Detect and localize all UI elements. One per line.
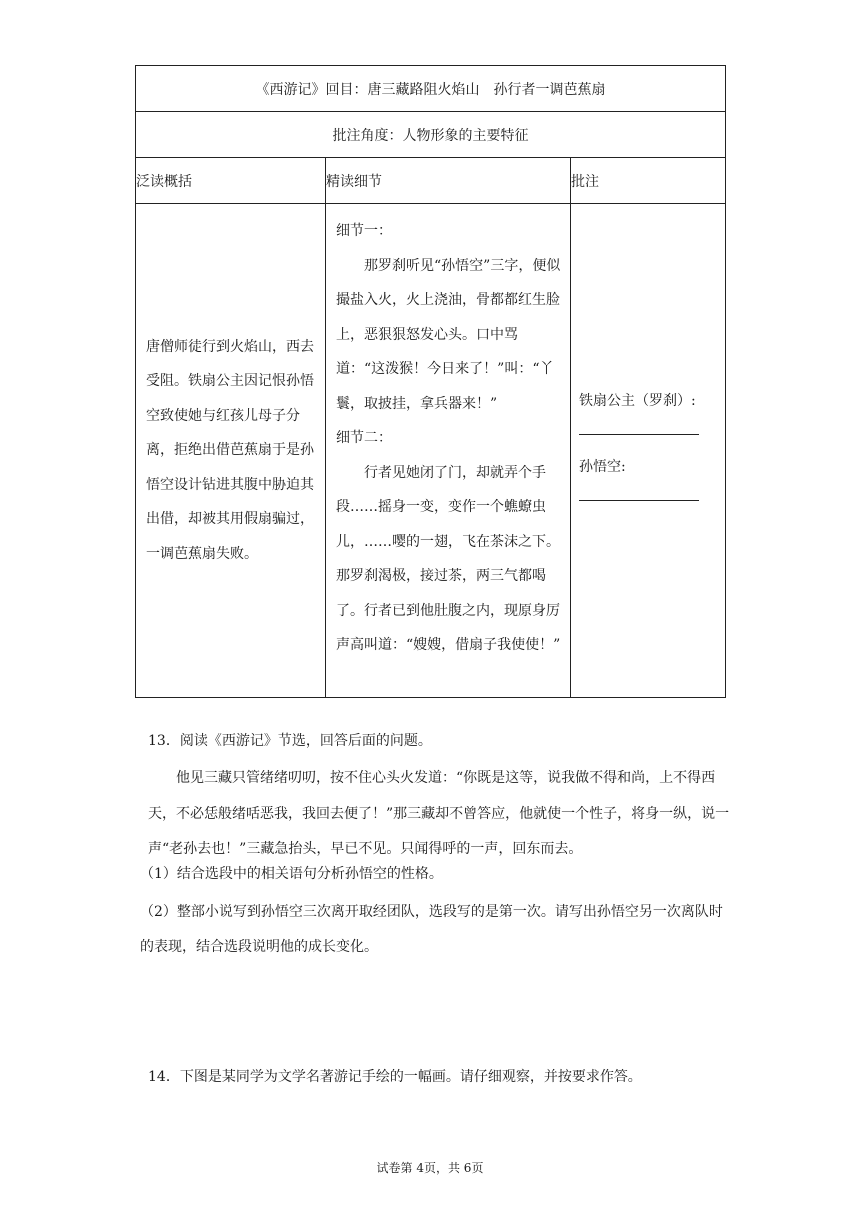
question-14-title: 14．下图是某同学为文学名著游记手绘的一幅画。请仔细观察，并按要求作答。 <box>148 1069 642 1085</box>
detail1-label: 细节一： <box>336 223 392 239</box>
detail-cell <box>326 204 571 698</box>
detail2-text: 行者见她闭了门，却就弄个手段……摇身一变，变作一个蟭蟟虫儿，……嘤的一翅，飞在茶沫之下。那罗刹渴极，接过茶，两三气都喝了。行者已到他肚腹之内，现原身厉声高叫道：“嫂嫂，借扇子我使使！” <box>336 464 561 653</box>
question-13-passage: 他见三藏只管绪绪叨叨，按不住心头火发道：“你既是这等，说我做不得和尚，上不得西天，不必恁般绪咶恶我，我回去便了！”那三藏却不曾答应，他就使一个性子，将身一纵，说一声“老孙去也！”三藏急抬头，早已不见。只闻得呼的一声，回东而去。 <box>148 770 730 857</box>
header-detail: 精读细节 <box>326 158 571 204</box>
summary-cell <box>136 204 326 698</box>
question-13-sub1: （1）结合选段中的相关语句分析孙悟空的性格。 <box>140 866 443 882</box>
header-notes: 批注 <box>571 158 726 204</box>
annotation-angle: 批注角度：人物形象的主要特征 <box>136 112 726 158</box>
notes-cell <box>571 204 726 698</box>
detail2-label: 细节二： <box>336 430 392 446</box>
question-13-sub2: （2）整部小说写到孙悟空三次离开取经团队，选段写的是第一次。请写出孙悟空另一次离队时的表现，结合选段说明他的成长变化。 <box>140 904 723 955</box>
question-13-title: 13．阅读《西游记》节选，回答后面的问题。 <box>148 733 432 749</box>
header-summary: 泛读概括 <box>136 158 326 204</box>
summary-text: 唐僧师徒行到火焰山，西去受阻。铁扇公主因记恨孙悟空致使她与红孩儿母子分离，拒绝出借芭蕉扇于是孙悟空设计钻进其腹中胁迫其出借，却被其用假扇骗过，一调芭蕉扇失败。 <box>146 338 314 562</box>
note-wukong-blank[interactable] <box>579 499 699 501</box>
detail1-text: 那罗刹听见“孙悟空”三字，便似撮盐入火，火上浇油，骨都都红生脸上，恶狠狠怒发心头。口中骂道：“这泼猴！今日来了！”叫：“丫鬟，取披挂，拿兵器来！” <box>336 257 561 412</box>
note-tieshan-label: 铁扇公主（罗刹）: <box>579 392 696 409</box>
table-title: 《西游记》回目：唐三藏路阻火焰山 孙行者一调芭蕉扇 <box>136 66 726 112</box>
note-wukong-label: 孙悟空: <box>579 458 626 475</box>
note-tieshan-blank[interactable] <box>579 433 699 435</box>
annotation-table <box>135 65 726 698</box>
page-footer: 试卷第 4页，共 6页 <box>376 1161 484 1175</box>
